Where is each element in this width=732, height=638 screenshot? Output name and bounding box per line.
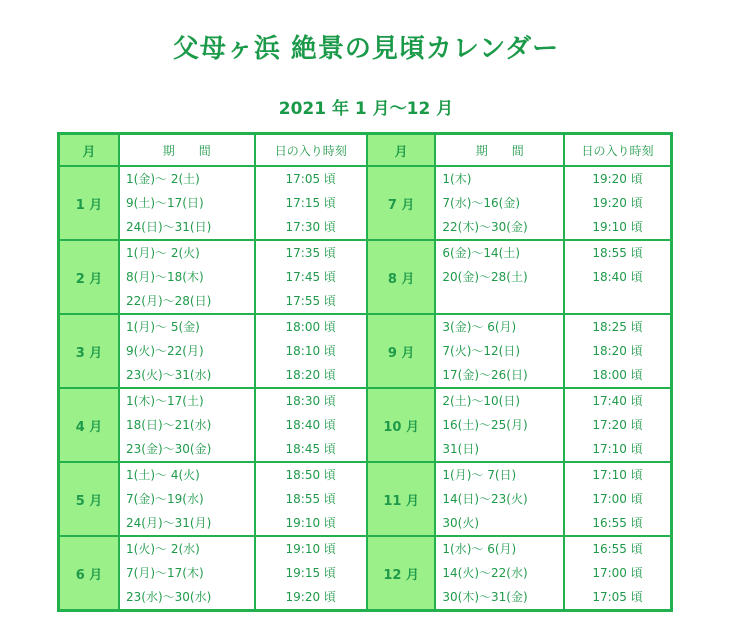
month-cell: 1 月 xyxy=(59,166,120,240)
period-cell xyxy=(435,166,564,240)
sunset-time-line: 18:40 頃 xyxy=(592,270,643,284)
period-cell xyxy=(119,240,255,314)
month-cell: 7 月 xyxy=(367,166,435,240)
sunset-time-line: 17:20 頃 xyxy=(592,418,643,432)
sunset-time-line: 17:55 頃 xyxy=(285,294,336,308)
period-cell xyxy=(119,388,255,462)
month-cell: 5 月 xyxy=(59,462,120,536)
period-line: 1(金)～ 2(土) xyxy=(126,172,200,186)
table-row xyxy=(59,388,672,462)
period-line: 1(月)～ 2(火) xyxy=(126,246,200,260)
sunset-time-line: 18:25 頃 xyxy=(592,320,643,334)
month-cell: 8 月 xyxy=(367,240,435,314)
sunset-calendar-table xyxy=(57,132,673,612)
table-row xyxy=(59,240,672,314)
period-cell xyxy=(435,314,564,388)
sunset-time-line: 19:10 頃 xyxy=(592,220,643,234)
sunset-time-line: 17:00 頃 xyxy=(592,492,643,506)
period-line: 30(火) xyxy=(442,516,480,530)
sunset-time-cell xyxy=(255,388,367,462)
period-line: 1(月)～ 5(金) xyxy=(126,320,200,334)
header-sunset-time: 日の入り時刻 xyxy=(564,134,671,167)
sunset-time-line: 18:45 頃 xyxy=(285,442,336,456)
sunset-time-line: 19:10 頃 xyxy=(285,516,336,530)
period-line: 3(金)～ 6(月) xyxy=(442,320,517,334)
sunset-time-line: 18:10 頃 xyxy=(285,344,336,358)
sunset-time-line: 19:15 頃 xyxy=(285,566,336,580)
sunset-time-line: 17:35 頃 xyxy=(285,246,336,260)
month-cell: 9 月 xyxy=(367,314,435,388)
sunset-time-line: 17:45 頃 xyxy=(285,270,336,284)
period-line: 20(金)～28(土) xyxy=(442,270,528,284)
sunset-time-line: 19:10 頃 xyxy=(285,542,336,556)
sunset-time-line: 18:40 頃 xyxy=(285,418,336,432)
period-line: 22(木)～30(金) xyxy=(442,220,528,234)
page-title: 父母ヶ浜 絶景の見頃カレンダー xyxy=(172,34,560,64)
period-cell xyxy=(119,314,255,388)
month-cell: 2 月 xyxy=(59,240,120,314)
sunset-time-line: 16:55 頃 xyxy=(592,542,643,556)
sunset-time-line: 18:55 頃 xyxy=(285,492,336,506)
sunset-time-line: 17:30 頃 xyxy=(285,220,336,234)
period-line: 1(木) xyxy=(442,172,472,186)
table-row xyxy=(59,536,672,611)
month-cell: 11 月 xyxy=(367,462,435,536)
period-cell xyxy=(119,462,255,536)
month-cell: 12 月 xyxy=(367,536,435,611)
sunset-time-cell xyxy=(564,314,671,388)
sunset-time-cell xyxy=(255,240,367,314)
period-line: 23(水)～30(水) xyxy=(126,590,212,604)
period-line: 9(火)～22(月) xyxy=(126,344,204,358)
sunset-time-line: 19:20 頃 xyxy=(285,590,336,604)
sunset-time-cell xyxy=(564,536,671,611)
period-line: 6(金)～14(土) xyxy=(442,246,521,260)
sunset-time-line: 16:55 頃 xyxy=(592,516,643,530)
period-line: 1(月)～ 7(日) xyxy=(442,468,517,482)
period-line: 7(月)～17(木) xyxy=(126,566,204,580)
sunset-time-line: 17:40 頃 xyxy=(592,394,643,408)
period-line: 24(月)～31(月) xyxy=(126,516,212,530)
sunset-time-cell xyxy=(564,462,671,536)
period-line: 1(木)～17(土) xyxy=(126,394,204,408)
period-line: 14(日)～23(火) xyxy=(442,492,528,506)
calendar-body xyxy=(59,166,672,611)
period-cell xyxy=(435,240,564,314)
period-line: 14(火)～22(水) xyxy=(442,566,528,580)
sunset-time-line: 18:50 頃 xyxy=(285,468,336,482)
table-row xyxy=(59,166,672,240)
period-cell xyxy=(119,166,255,240)
period-line: 9(土)～17(日) xyxy=(126,196,204,210)
sunset-time-cell xyxy=(255,314,367,388)
period-cell xyxy=(435,388,564,462)
sunset-time-line: 17:10 頃 xyxy=(592,468,643,482)
sunset-time-cell xyxy=(564,240,671,314)
period-line: 1(水)～ 6(月) xyxy=(442,542,517,556)
period-line: 23(金)～30(金) xyxy=(126,442,212,456)
period-line: 17(金)～26(日) xyxy=(442,368,528,382)
sunset-time-cell xyxy=(564,388,671,462)
period-cell xyxy=(435,462,564,536)
sunset-time-line: 18:00 頃 xyxy=(592,368,643,382)
period-line: 31(日) xyxy=(442,442,480,456)
page-subtitle: 2021 年 1 月～12 月 xyxy=(278,99,454,119)
sunset-time-line: 19:20 頃 xyxy=(592,172,643,186)
sunset-time-line: 17:05 頃 xyxy=(592,590,643,604)
month-cell: 4 月 xyxy=(59,388,120,462)
sunset-time-cell xyxy=(255,536,367,611)
sunset-time-line: 17:10 頃 xyxy=(592,442,643,456)
period-line: 1(土)～ 4(火) xyxy=(126,468,200,482)
period-line: 18(日)～21(水) xyxy=(126,418,212,432)
sunset-time-line xyxy=(565,289,670,313)
period-line xyxy=(436,289,563,313)
sunset-time-line: 17:00 頃 xyxy=(592,566,643,580)
sunset-time-cell xyxy=(255,462,367,536)
month-cell: 10 月 xyxy=(367,388,435,462)
month-cell: 3 月 xyxy=(59,314,120,388)
period-line: 16(土)～25(月) xyxy=(442,418,528,432)
period-line: 24(日)～31(日) xyxy=(126,220,212,234)
period-line: 23(火)～31(水) xyxy=(126,368,212,382)
sunset-time-line: 18:20 頃 xyxy=(285,368,336,382)
header-period: 期 間 xyxy=(435,134,564,167)
sunset-time-line: 18:30 頃 xyxy=(285,394,336,408)
period-line: 30(木)～31(金) xyxy=(442,590,528,604)
sunset-time-line: 17:05 頃 xyxy=(285,172,336,186)
period-line: 2(土)～10(日) xyxy=(442,394,521,408)
header-row xyxy=(59,134,672,167)
sunset-time-cell xyxy=(255,166,367,240)
header-month: 月 xyxy=(367,134,435,167)
period-line: 7(水)～16(金) xyxy=(442,196,521,210)
month-cell: 6 月 xyxy=(59,536,120,611)
sunset-time-cell xyxy=(564,166,671,240)
table-row xyxy=(59,462,672,536)
sunset-time-line: 18:00 頃 xyxy=(285,320,336,334)
table-row xyxy=(59,314,672,388)
sunset-time-line: 19:20 頃 xyxy=(592,196,643,210)
sunset-time-line: 17:15 頃 xyxy=(285,196,336,210)
period-line: 7(金)～19(水) xyxy=(126,492,204,506)
sunset-time-line: 18:55 頃 xyxy=(592,246,643,260)
sunset-time-line: 18:20 頃 xyxy=(592,344,643,358)
header-sunset-time: 日の入り時刻 xyxy=(255,134,367,167)
period-line: 22(月)～28(日) xyxy=(126,294,212,308)
period-line: 7(火)～12(日) xyxy=(442,344,521,358)
period-cell xyxy=(119,536,255,611)
period-line: 8(月)～18(木) xyxy=(126,270,204,284)
header-period: 期 間 xyxy=(119,134,255,167)
header-month: 月 xyxy=(59,134,120,167)
period-line: 1(火)～ 2(水) xyxy=(126,542,200,556)
period-cell xyxy=(435,536,564,611)
